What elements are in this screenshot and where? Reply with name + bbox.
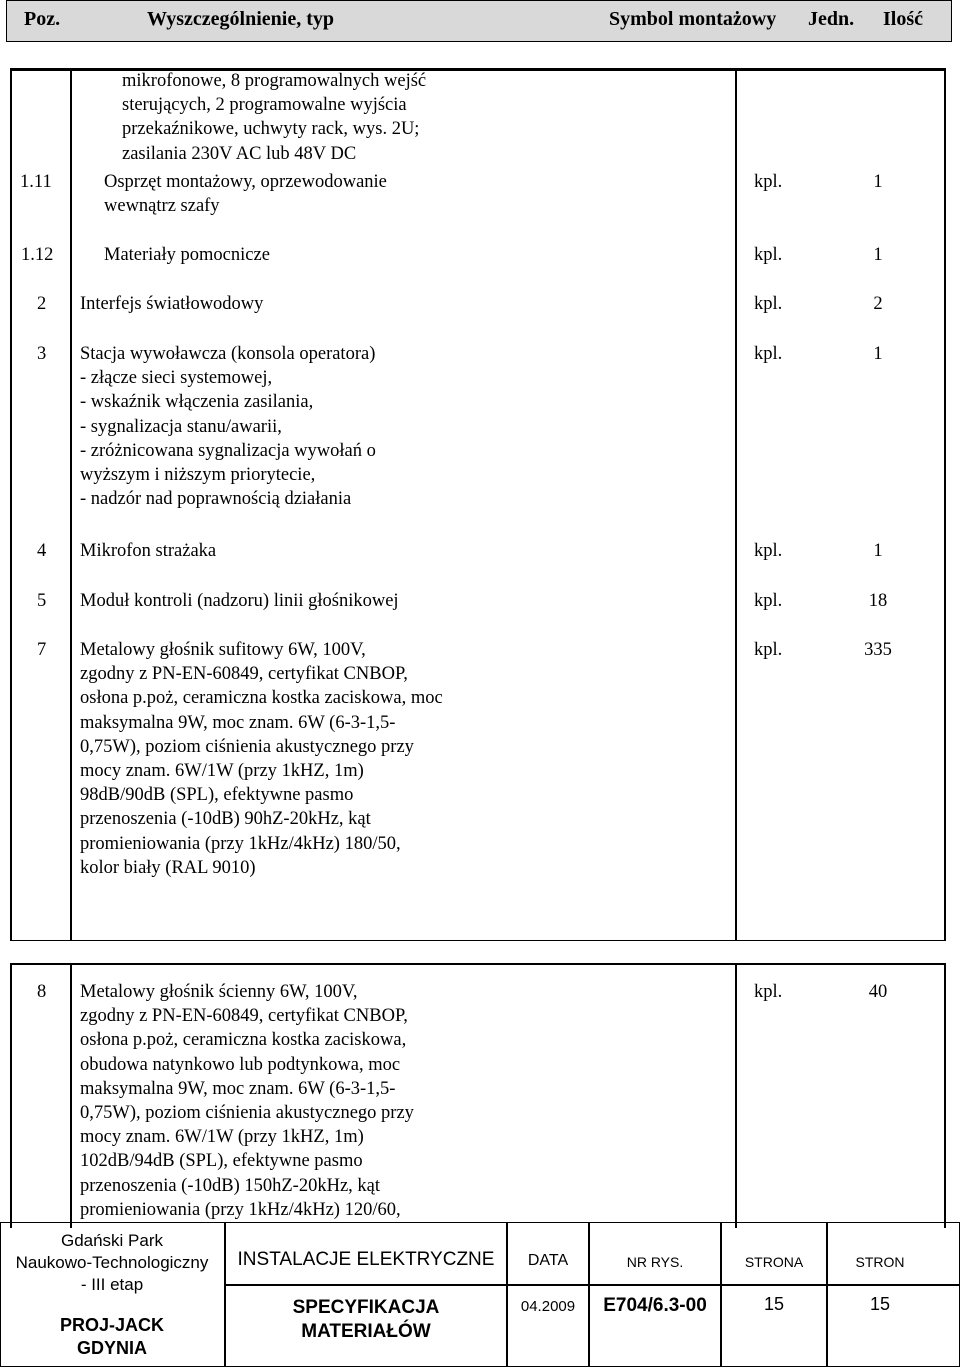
row-description: Osprzęt montażowy, oprzewodowanie wewnątrz szafy bbox=[104, 172, 387, 217]
company-line: PROJ-JACK bbox=[59, 1315, 165, 1335]
frame-right-lower bbox=[944, 963, 946, 1223]
project-line: Gdański Park bbox=[60, 1231, 164, 1250]
page-label: STRONA bbox=[744, 1254, 804, 1270]
date-value: 04.2009 bbox=[520, 1298, 576, 1315]
row-quantity: 18 bbox=[868, 591, 888, 611]
drawing-number-label: NR RYS. bbox=[626, 1254, 684, 1270]
frame-left-lower bbox=[10, 963, 12, 1223]
row-pos: 5 bbox=[37, 591, 47, 611]
header-symbol: Symbol montażowy bbox=[609, 8, 777, 30]
title-hdivider bbox=[224, 1284, 960, 1286]
row-pos: 2 bbox=[37, 294, 47, 314]
row-description: Interfejs światłowodowy bbox=[80, 294, 264, 314]
row-unit: kpl. bbox=[754, 344, 783, 364]
title-divider-2 bbox=[506, 1222, 508, 1367]
title-divider-1 bbox=[224, 1222, 226, 1367]
row-unit: kpl. bbox=[754, 294, 783, 314]
company-line: GDYNIA bbox=[76, 1338, 147, 1358]
row-quantity: 2 bbox=[873, 294, 883, 314]
drawing-number-value: E704/6.3-00 bbox=[603, 1295, 707, 1316]
row-pos: 7 bbox=[37, 640, 47, 660]
pages-label: STRON bbox=[855, 1254, 905, 1270]
row-unit: kpl. bbox=[754, 591, 783, 611]
row-gap bbox=[10, 940, 946, 964]
document-title bbox=[226, 1296, 506, 1344]
company-name bbox=[0, 1314, 224, 1360]
table-header bbox=[6, 0, 952, 42]
row-pos: 8 bbox=[37, 982, 47, 1002]
row-description: Metalowy głośnik ścienny 6W, 100V, zgodny z PN-EN-60849, certyfikat CNBOP, osłona p.poż, ceramiczna kostka zaciskowa, obudowa natynkowo lub podtynkowa, moc maksymalna 9W, moc znam. 6W (6-3-1,5- 0,75W), poziom ciśnienia akustycznego przy mocy znam. 6W/1W (przy 1kHZ, 1m) 102dB/94dB (SPL), efektywne pasmo przenoszenia (-10dB) 150hZ-20kHz, kąt promieniowania (przy 1kHz/4kHz) 120/60, bbox=[80, 982, 414, 1220]
project-line: Naukowo-Technologiczny bbox=[15, 1253, 209, 1272]
row-quantity: 40 bbox=[868, 982, 888, 1002]
row-quantity: 1 bbox=[873, 245, 883, 265]
project-line: - III etap bbox=[80, 1275, 144, 1294]
header-description: Wyszczególnienie, typ bbox=[147, 8, 335, 30]
row-unit: kpl. bbox=[754, 172, 783, 192]
row-unit: kpl. bbox=[754, 245, 783, 265]
row-description: Mikrofon strażaka bbox=[80, 541, 217, 561]
row-quantity: 1 bbox=[873, 344, 883, 364]
document-title-line: MATERIAŁÓW bbox=[301, 1321, 431, 1342]
header-pos: Poz. bbox=[24, 8, 61, 30]
row-unit: kpl. bbox=[754, 541, 783, 561]
row-description: Moduł kontroli (nadzoru) linii głośnikowej bbox=[80, 591, 399, 611]
row-pos: 1.12 bbox=[21, 245, 54, 265]
row-pos: 4 bbox=[37, 541, 47, 561]
row-pos: 1.11 bbox=[20, 172, 52, 192]
column-divider-symbol-lower bbox=[735, 963, 737, 1223]
pages-value: 15 bbox=[869, 1294, 891, 1314]
row-pos: 3 bbox=[37, 344, 47, 364]
header-unit: Jedn. bbox=[808, 8, 855, 30]
row-quantity: 335 bbox=[864, 640, 892, 660]
row-unit: kpl. bbox=[754, 982, 783, 1002]
title-block bbox=[0, 1222, 960, 1367]
row-description: Materiały pomocnicze bbox=[104, 245, 270, 265]
header-quantity: Ilość bbox=[883, 8, 923, 30]
page-value: 15 bbox=[763, 1294, 785, 1314]
row-unit: kpl. bbox=[754, 640, 783, 660]
row-gap-border bbox=[10, 963, 946, 965]
discipline: INSTALACJE ELEKTRYCZNE bbox=[237, 1249, 495, 1270]
row-quantity: 1 bbox=[873, 541, 883, 561]
document-title-line: SPECYFIKACJA bbox=[292, 1297, 440, 1318]
row-quantity: 1 bbox=[873, 172, 883, 192]
row-description: Metalowy głośnik sufitowy 6W, 100V, zgodny z PN-EN-60849, certyfikat CNBOP, osłona p.poż, ceramiczna kostka zaciskowa, moc maksymalna 9W, moc znam. 6W (6-3-1,5- 0,75W), poziom ciśnienia akustycznego przy mocy znam. 6W/1W (przy 1kHZ, 1m) 98dB/90dB (SPL), efektywne pasmo przenoszenia (-10dB) 90hZ-20kHz, kąt promieniowania (przy 1kHz/4kHz) 180/50, kolor biały (RAL 9010) bbox=[80, 640, 443, 878]
date-label: DATA bbox=[527, 1252, 569, 1269]
column-divider-pos-lower bbox=[70, 963, 72, 1223]
row-description: mikrofonowe, 8 programowalnych wejść sterujących, 2 programowalne wyjścia przekaźnikowe, uchwyty rack, wys. 2U; zasilania 230V AC lub 48V DC bbox=[122, 71, 427, 164]
row-description: Stacja wywoławcza (konsola operatora) - złącze sieci systemowej, - wskaźnik włączenia zasilania, - sygnalizacja stanu/awarii, - zróżnicowana sygnalizacja wywołań o wyższym i niższym priorytecie, - nadzór nad poprawnością działania bbox=[80, 344, 376, 510]
project-name bbox=[0, 1230, 224, 1296]
